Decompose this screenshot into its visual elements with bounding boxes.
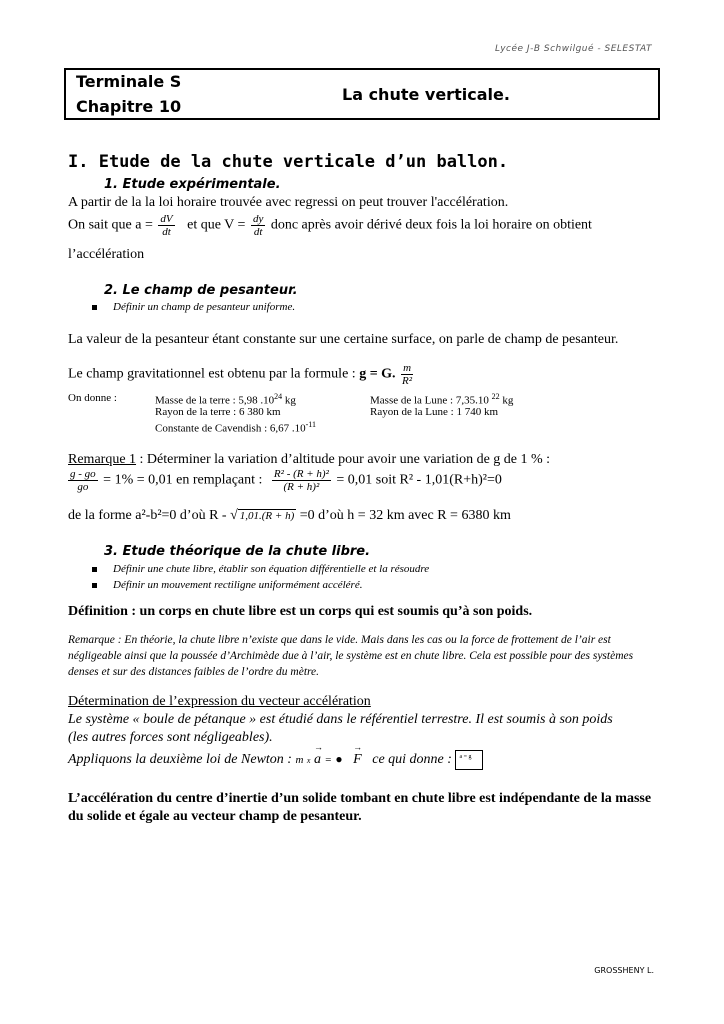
newton-line	[68, 750, 483, 770]
paragraph-line: A partir de la la loi horaire trouvée avec regressi on peut trouver l'accélération.	[68, 195, 509, 210]
numerator: g - go	[70, 468, 96, 480]
fraction-m-r2	[401, 362, 413, 387]
denominator: dt	[162, 226, 171, 238]
text: Le champ gravitationnel est obtenu par la formule :	[68, 366, 356, 382]
school-header: Lycée J-B Schwilgué - SELESTAT	[495, 44, 652, 54]
denominator: go	[77, 481, 89, 493]
numerator: R² - (R + h)²	[273, 468, 329, 480]
bullet-text: Définir une chute libre, établir son équation différentielle et la résoudre	[113, 563, 430, 575]
force-vector: → F	[353, 752, 362, 768]
text: = 0,01 soit R² - 1,01(R+h)²=0	[336, 472, 502, 488]
text: On sait que a =	[68, 217, 153, 233]
times: x	[306, 756, 311, 766]
bullet-icon	[92, 583, 97, 588]
bullet-item	[92, 579, 362, 591]
determination-heading: Détermination de l’expression du vecteur accélération	[68, 694, 371, 709]
paragraph: La valeur de la pesanteur étant constante sur une certaine surface, on parle de champ de pesanteur.	[68, 332, 619, 347]
chapter-label: Chapitre 10	[76, 97, 182, 116]
page-title: La chute verticale.	[342, 85, 510, 104]
definition: Définition : un corps en chute libre est un corps qui est soumis qu’à son poids.	[68, 604, 533, 619]
text: Constante de Cavendish : 6,67 .10	[155, 422, 306, 435]
text: =0 d’où h = 32 km avec R = 6380 km	[299, 508, 511, 523]
author-footer: GROSSHENY L.	[594, 966, 654, 975]
fraction-r	[272, 468, 331, 493]
text: ce qui donne :	[372, 752, 452, 768]
exponent: -11	[305, 420, 316, 429]
formula-line	[68, 362, 415, 387]
title-box	[64, 68, 660, 120]
exponent: 24	[274, 392, 283, 401]
text: Masse de la Lune : 7,35.10	[370, 394, 492, 407]
text: et que V =	[187, 217, 246, 233]
sqrt-content: 1,01.(R + h)	[239, 510, 295, 522]
bullet-icon	[92, 567, 97, 572]
equals: =	[324, 754, 332, 767]
sqrt-symbol: √	[230, 508, 238, 523]
acceleration-vector: → a	[314, 752, 321, 768]
subheading-2: 2. Le champ de pesanteur.	[104, 283, 298, 298]
conclusion: L’accélération du centre d’inertie d’un solide tombant en chute libre est indépendante de la masse du solide et égale au vecteur champ de pesanteur.	[68, 791, 652, 824]
exponent: 22	[491, 392, 500, 401]
text: = 1% = 0,01 en remplaçant :	[103, 472, 263, 488]
sum-icon: ●	[335, 752, 343, 767]
paragraph-line: l’accélération	[68, 247, 145, 262]
remark-1	[68, 452, 550, 468]
mass: m	[295, 754, 304, 767]
unit: kg	[499, 394, 514, 407]
remark-label: Remarque 1	[68, 452, 137, 467]
numerator: dy	[252, 213, 264, 225]
derivative-line	[68, 213, 592, 238]
subheading-3: 3. Etude théorique de la chute libre.	[104, 544, 371, 559]
given-moon-radius: Rayon de la Lune : 1 740 km	[370, 406, 499, 418]
numerator: dV	[160, 213, 173, 225]
bullet-text: Définir un mouvement rectiligne uniformément accéléré.	[113, 579, 363, 591]
determination-line: Le système « boule de pétanque » est étudié dans le référentiel terrestre. Il est soumis à son poids	[68, 712, 613, 727]
given-earth-mass	[155, 392, 296, 407]
text: de la forme a²-b²=0 d’où R -	[68, 508, 227, 523]
equation-line-2	[68, 508, 511, 524]
bullet-text: Définir un champ de pesanteur uniforme.	[113, 301, 296, 313]
bullet-icon	[92, 305, 97, 310]
fraction-dy-dt	[251, 213, 265, 238]
given-cavendish	[155, 420, 316, 435]
fraction-g-go	[68, 468, 98, 493]
determination-line: (les autres forces sont négligeables).	[68, 730, 273, 745]
bullet-item	[92, 301, 295, 313]
denominator: (R + h)²	[283, 481, 320, 493]
given-moon-mass	[370, 392, 513, 407]
text: Appliquons la deuxième loi de Newton :	[68, 752, 292, 768]
denominator: dt	[253, 226, 263, 238]
unit: kg	[282, 394, 296, 407]
numerator: m	[403, 362, 412, 374]
fraction-dv-dt	[158, 213, 174, 238]
remark-text: : Déterminer la variation d’altitude pour avoir une variation de g de 1 % :	[136, 452, 551, 467]
subheading-1: 1. Etude expérimentale.	[104, 177, 281, 192]
remark-2: Remarque : En théorie, la chute libre n’existe que dans le vide. Mais dans les cas ou la force de frottement de l’air est négligeable ainsi que la poussée d’Archimède due à l’air, le système est en chute libre. Cela est possible pour des systèmes denses et sur des distances faibles de l’ordre du mètre.	[68, 634, 634, 678]
denominator: R²	[402, 375, 413, 387]
bullet-item	[92, 563, 429, 575]
equation-line-1	[68, 468, 502, 493]
text: Masse de la terre : 5,98 .10	[155, 394, 275, 407]
given-label: On donne :	[68, 392, 117, 404]
result-text: a = g	[459, 754, 472, 760]
formula: g = G.	[359, 366, 396, 382]
result-box	[455, 750, 483, 770]
section-heading: I. Etude de la chute verticale d’un ballon.	[68, 152, 509, 172]
class-label: Terminale S	[76, 72, 182, 91]
text: donc après avoir dérivé deux fois la loi horaire on obtient	[270, 217, 592, 233]
given-earth-radius: Rayon de la terre : 6 380 km	[155, 406, 281, 418]
